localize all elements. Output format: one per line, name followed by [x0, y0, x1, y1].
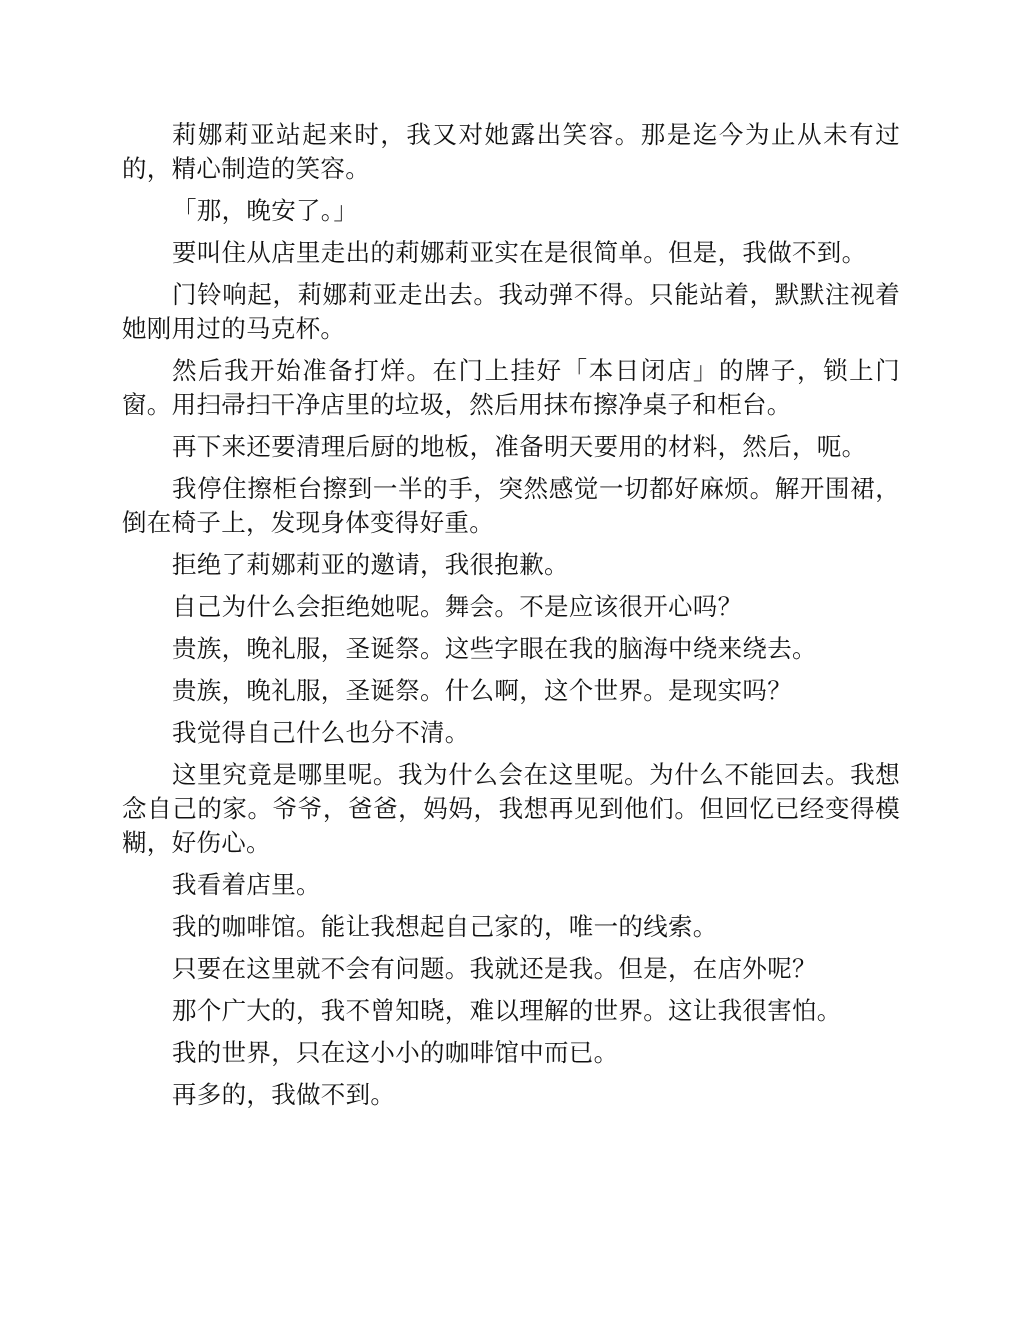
- paragraph: 然后我开始准备打烊。在门上挂好「本日闭店」的牌子，锁上门窗。用扫帚扫干净店里的垃圾，然后用抹布擦净桌子和柜台。: [122, 356, 900, 419]
- paragraph: 「那，晚安了。」: [172, 196, 359, 225]
- paragraph: 这里究竟是哪里呢。我为什么会在这里呢。为什么不能回去。我想念自己的家。爷爷，爸爸，妈妈，我想再见到他们。但回忆已经变得模糊，好伤心。: [122, 760, 900, 857]
- paragraph: 只要在这里就不会有问题。我就还是我。但是，在店外呢？: [172, 954, 817, 983]
- paragraph: 拒绝了莉娜莉亚的邀请，我很抱歉。: [172, 550, 569, 579]
- paragraph: 要叫住从店里走出的莉娜莉亚实在是很简单。但是，我做不到。: [172, 238, 867, 267]
- paragraph: 我看着店里。: [172, 870, 321, 899]
- document-page: [122, 118, 900, 1120]
- paragraph: 我停住擦柜台擦到一半的手，突然感觉一切都好麻烦。解开围裙，倒在椅子上，发现身体变得好重。: [122, 474, 900, 537]
- paragraph: 我的咖啡馆。能让我想起自己家的，唯一的线索。: [172, 912, 718, 941]
- paragraph: 莉娜莉亚站起来时，我又对她露出笑容。那是迄今为止从未有过的，精心制造的笑容。: [122, 120, 900, 183]
- paragraph: 贵族，晚礼服，圣诞祭。什么啊，这个世界。是现实吗？: [172, 676, 792, 705]
- paragraph: 门铃响起，莉娜莉亚走出去。我动弹不得。只能站着，默默注视着她刚用过的马克杯。: [122, 280, 900, 343]
- paragraph: 那个广大的，我不曾知晓，难以理解的世界。这让我很害怕。: [172, 996, 842, 1025]
- paragraph: 我的世界，只在这小小的咖啡馆中而已。: [172, 1038, 619, 1067]
- paragraph: 再多的，我做不到。: [172, 1080, 396, 1109]
- paragraph: 自己为什么会拒绝她呢。舞会。不是应该很开心吗？: [172, 592, 743, 621]
- paragraph: 再下来还要清理后厨的地板，准备明天要用的材料，然后，呃。: [172, 432, 867, 461]
- paragraph: 贵族，晚礼服，圣诞祭。这些字眼在我的脑海中绕来绕去。: [172, 634, 817, 663]
- paragraph: 我觉得自己什么也分不清。: [172, 718, 470, 747]
